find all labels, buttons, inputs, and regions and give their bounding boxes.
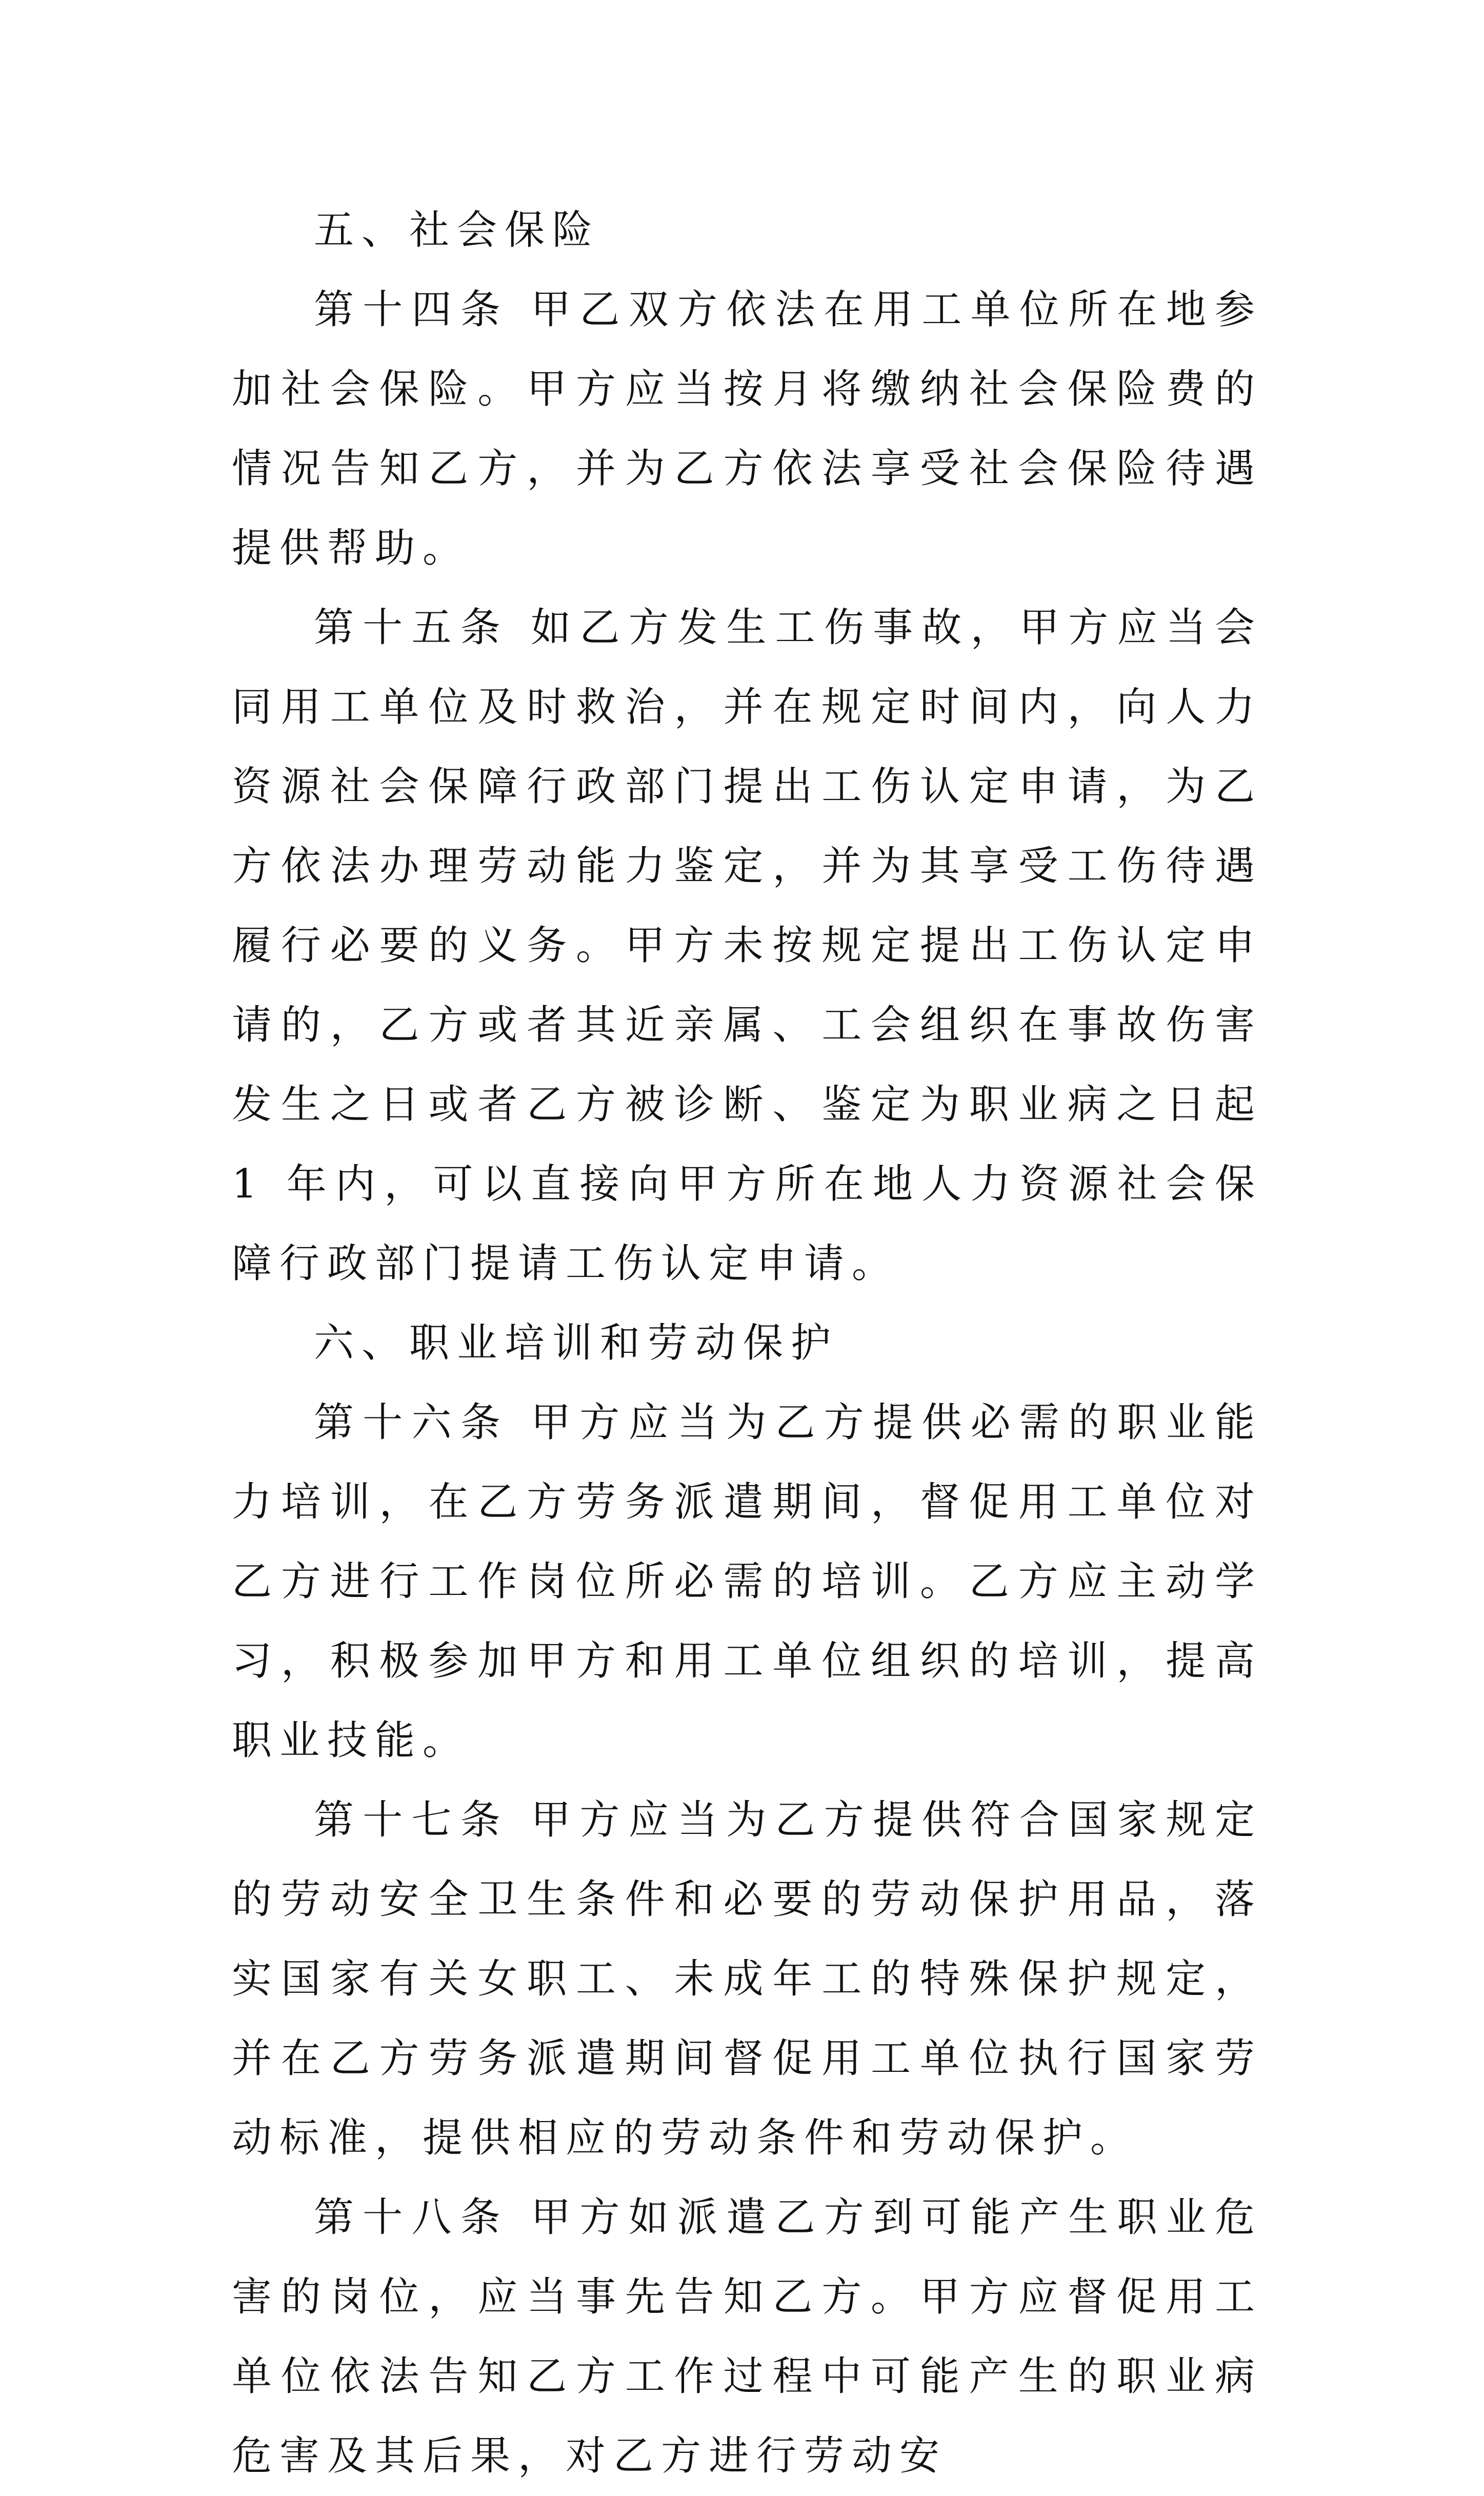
article-16: 第十六条 甲方应当为乙方提供必需的职业能力培训，在乙方劳务派遣期间，督促用工单位对乙方进行工作岗位所必需的培训。乙方应主动学习，积极参加甲方和用工单位组织的培训，提高职业技能。	[232, 1400, 1262, 1764]
section-heading-training-protection: 六、职业培训和劳动保护	[314, 1320, 839, 1366]
document-body	[232, 191, 1262, 2496]
article-18: 第十八条 甲方如派遣乙方到可能产生职业危害的岗位，应当事先告知乙方。甲方应督促用工单位依法告知乙方工作过程中可能产生的职业病危害及其后果，对乙方进行劳动安	[232, 2194, 1262, 2479]
article-17: 第十七条 甲方应当为乙方提供符合国家规定的劳动安全卫生条件和必要的劳动保护用品，落实国家有关女职工、未成年工的特殊保护规定，并在乙方劳务派遣期间督促用工单位执行国家劳动标准，提供相应的劳动条件和劳动保护。	[232, 1797, 1262, 2161]
section-heading-social-insurance: 五、社会保险	[314, 207, 600, 253]
article-14: 第十四条 甲乙双方依法在用工单位所在地参加社会保险。甲方应当按月将缴纳社会保险费的情况告知乙方，并为乙方依法享受社会保险待遇提供帮助。	[232, 287, 1262, 571]
article-15: 第十五条 如乙方发生工伤事故，甲方应当会同用工单位及时救治，并在规定时间内，向人力资源社会保障行政部门提出工伤认定申请，为乙方依法办理劳动能力鉴定，并为其享受工伤待遇履行必要的义务。甲方未按规定提出工伤认定申请的，乙方或者其近亲属、工会组织在事故伤害发生之日或者乙方被诊断、鉴定为职业病之日起 1 年内，可以直接向甲方所在地人力资源社会保障行政部门提请工伤认定申请。	[232, 605, 1262, 1287]
